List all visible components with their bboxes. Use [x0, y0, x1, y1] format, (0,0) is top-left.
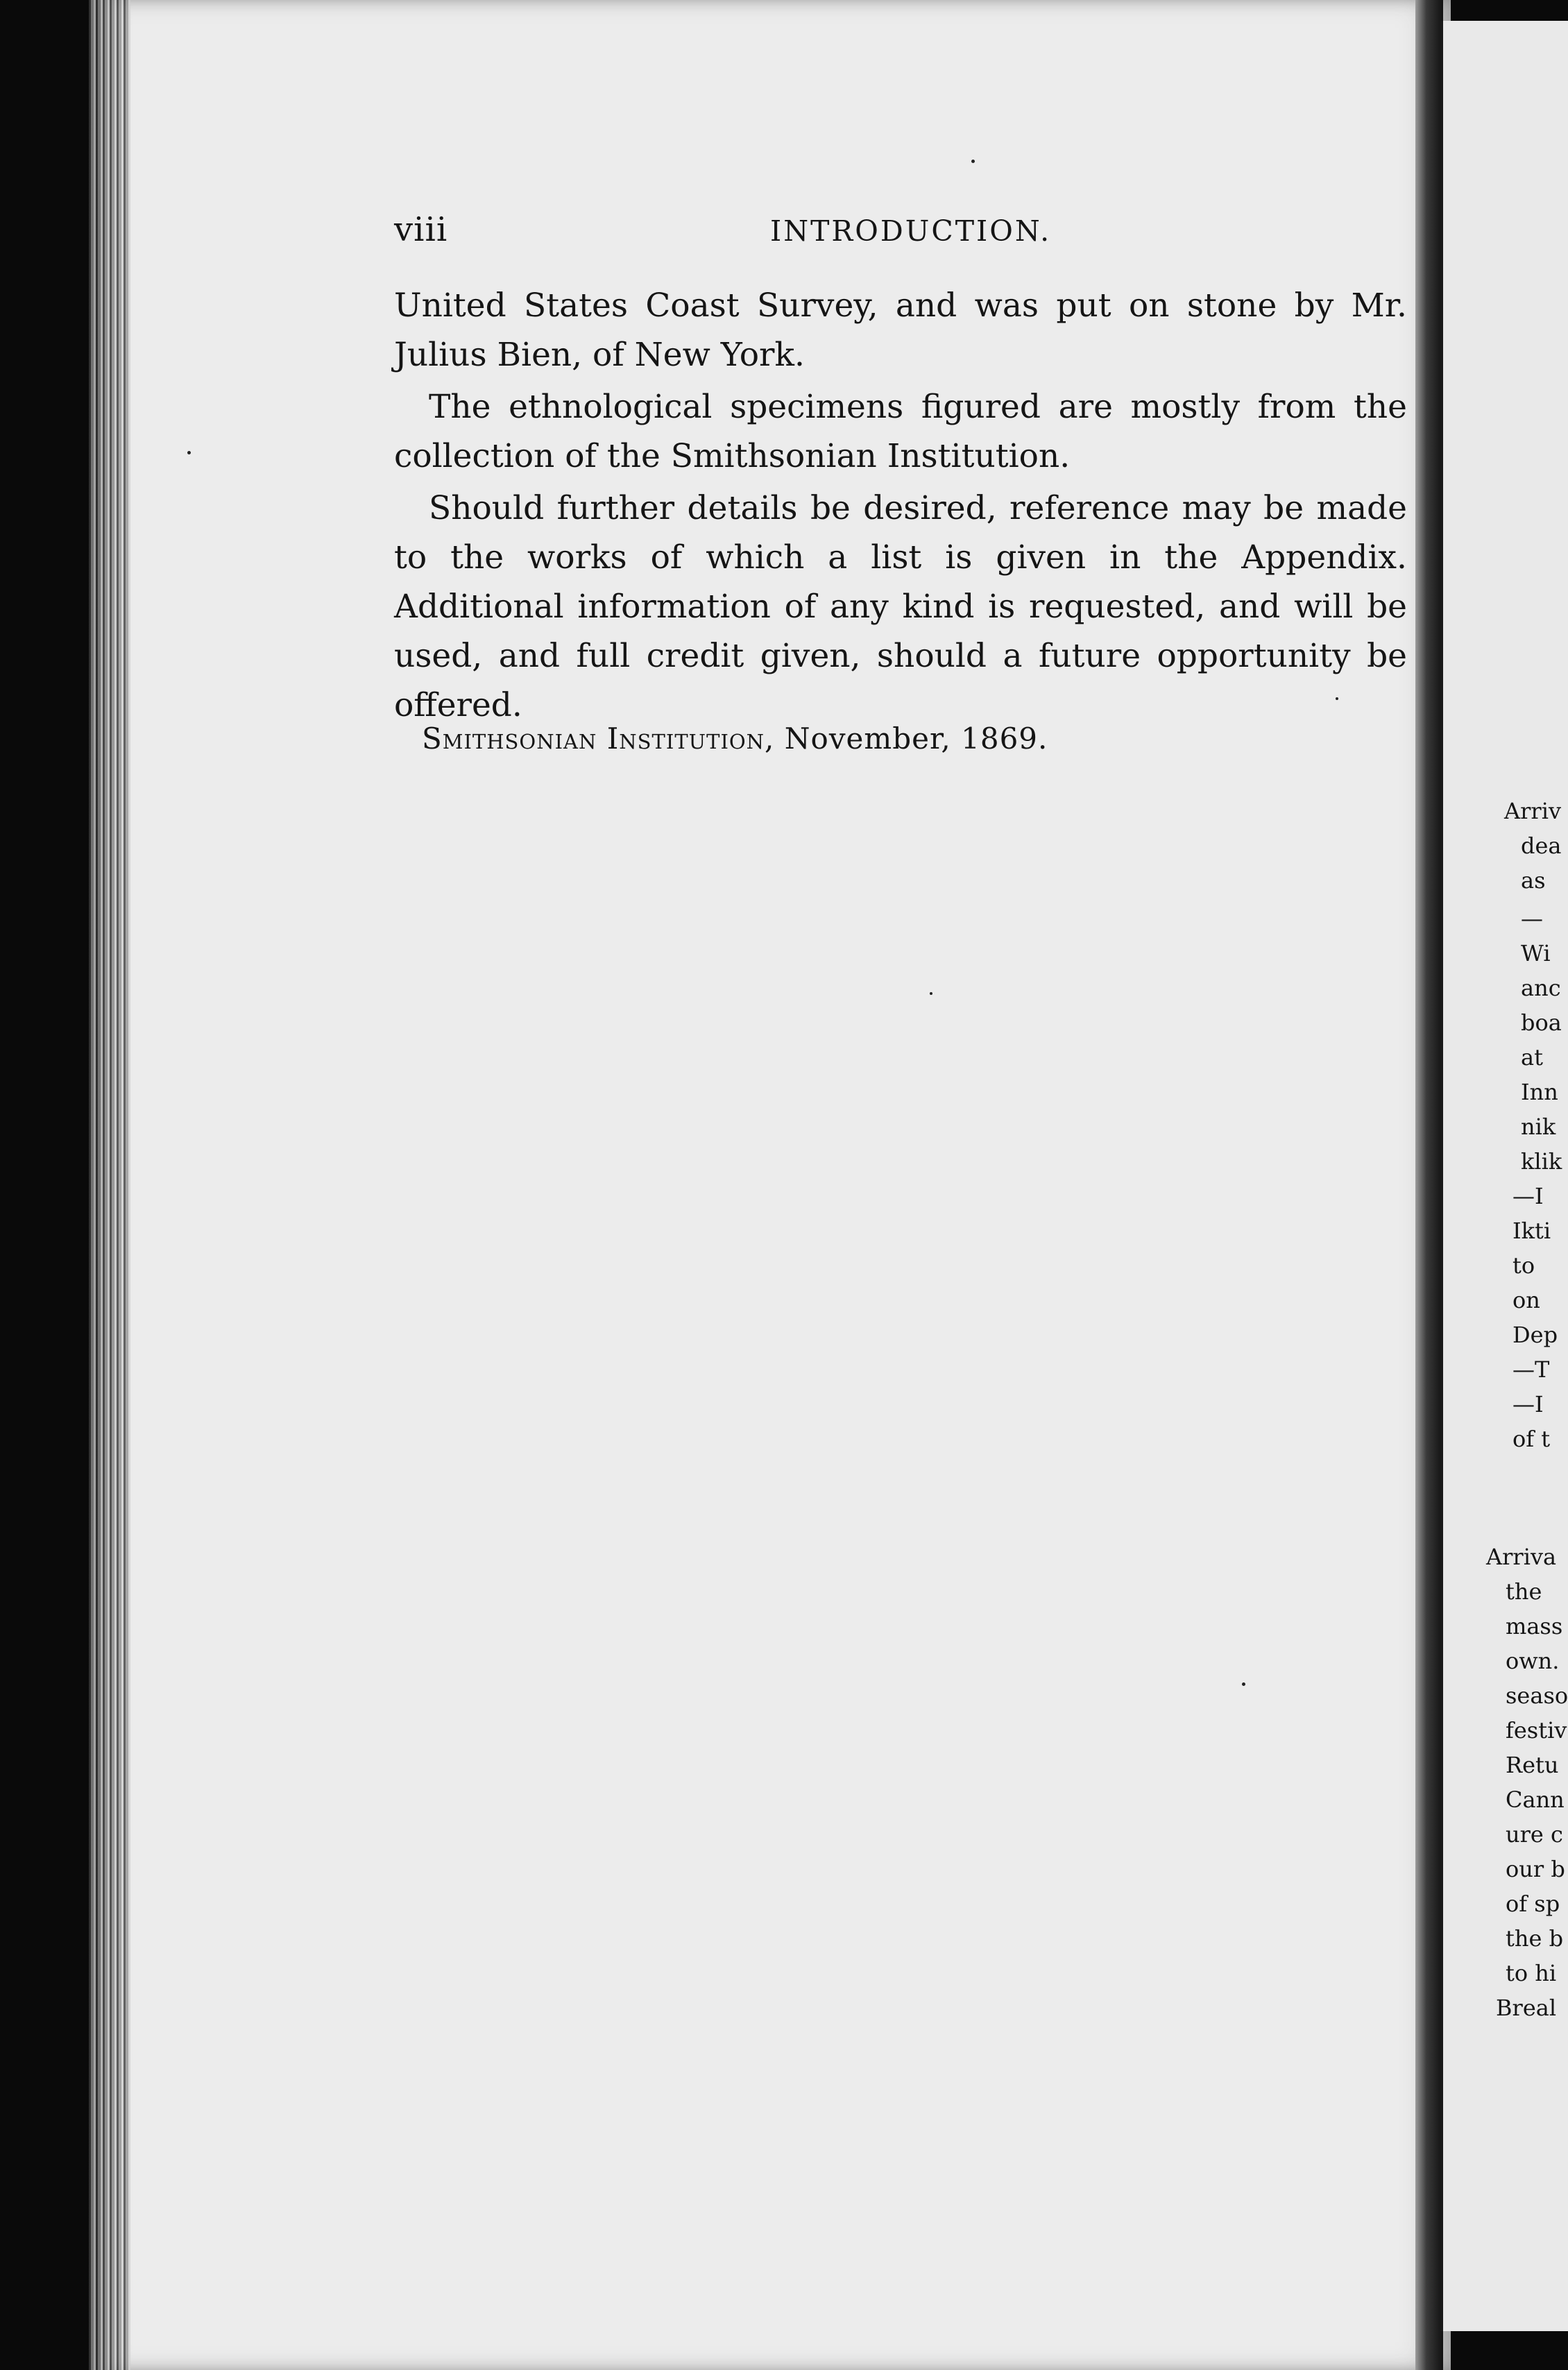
fragment-line: — [1521, 905, 1543, 932]
fragment-line: the [1506, 1578, 1542, 1605]
fragment-line: Wi [1521, 940, 1551, 966]
paragraph-continuation: United States Coast Survey, and was put on stone by Mr. Julius Bien, of New York. [394, 287, 1407, 374]
fragment-line: the b [1506, 1925, 1564, 1952]
fragment-line: ure c [1506, 1821, 1563, 1848]
right-page-partial [1440, 21, 1568, 2331]
fragment-line: —I [1512, 1183, 1544, 1209]
fragment-line: on [1512, 1287, 1540, 1313]
paragraph-references: Should further details be desired, reference may be made to the works of which a list is given in the Appendix. Additional information of any kind is requested, and will be used, and full credit given, should a future opportunity be offered. [394, 489, 1407, 724]
dust-speck [971, 160, 975, 163]
dust-speck [1242, 1682, 1245, 1686]
fragment-line: to [1512, 1252, 1535, 1279]
fragment-line: as [1521, 867, 1546, 894]
page-number: viii [394, 210, 448, 249]
paragraph-specimens: The ethnological specimens figured are mostly from the collection of the Smithsonian Institution. [394, 388, 1407, 475]
fragment-line: anc [1521, 975, 1561, 1001]
fragment-line: our b [1506, 1856, 1565, 1882]
page-header [394, 210, 1407, 252]
fragment-line: Breal [1496, 1995, 1557, 2021]
signature-line [422, 722, 1048, 756]
fragment-line: Dep [1512, 1322, 1558, 1348]
fragment-line: Cann [1506, 1787, 1565, 1813]
fragment-line: festiv [1506, 1717, 1567, 1744]
signature-date: November, 1869. [784, 722, 1048, 756]
signature-institution: Smithsonian Institution, [422, 722, 775, 756]
fragment-line: Retu [1506, 1752, 1559, 1778]
fragment-line: —I [1512, 1391, 1544, 1417]
fragment-line: to hi [1506, 1960, 1557, 1986]
fragment-line: seaso [1506, 1682, 1568, 1709]
fragment-line: own. [1506, 1648, 1560, 1674]
dust-speck [1336, 697, 1338, 700]
running-head: INTRODUCTION. [770, 214, 1052, 248]
fragment-line: of sp [1506, 1891, 1560, 1917]
fragment-line: boa [1521, 1009, 1562, 1036]
fragment-line: nik [1521, 1114, 1556, 1140]
fragment-line: Arriv [1504, 798, 1562, 824]
fragment-line: of t [1512, 1426, 1551, 1452]
fragment-line: Inn [1521, 1079, 1558, 1105]
dust-speck [187, 451, 191, 454]
fragment-line: —T [1512, 1356, 1550, 1383]
fragment-line: mass [1506, 1613, 1563, 1639]
page-edge-stack [89, 0, 130, 2370]
body-text [394, 281, 1407, 733]
fragment-line: at [1521, 1044, 1543, 1071]
fragment-line: Arriva [1486, 1544, 1557, 1570]
fragment-line: klik [1521, 1148, 1562, 1175]
dust-speck [930, 992, 932, 995]
fragment-line: dea [1521, 833, 1562, 859]
fragment-line: Ikti [1512, 1218, 1551, 1244]
book-spine [1415, 0, 1443, 2370]
